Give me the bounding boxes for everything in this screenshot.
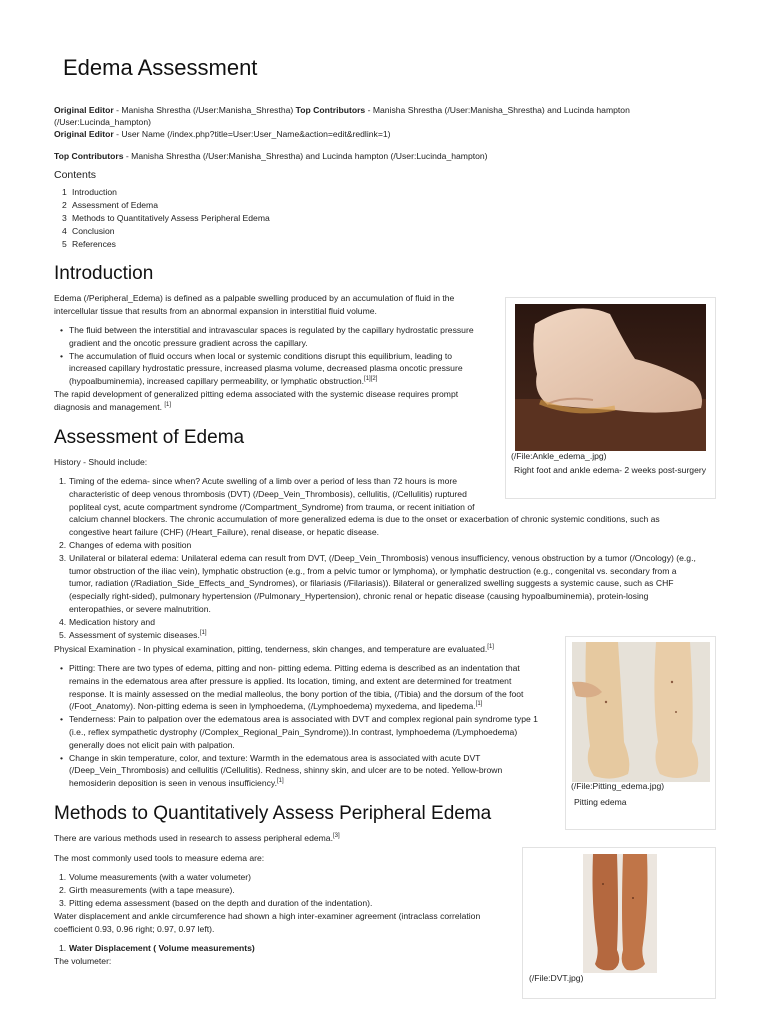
text-line: calcium channel blockers. The chronic accumulation of more generalized edema is due to the onset or exacerbation of chronic systemic conditions, such as <box>69 514 660 525</box>
editor-meta <box>54 104 654 140</box>
text-line: Edema (/Peripheral_Edema) is defined as a palpable swelling produced by an accumulation of fluid in the <box>54 293 455 303</box>
text-line: Medication history and <box>69 616 155 627</box>
text-span: (hypoalbuminemia), increased capillary permeability, or lymphatic obstruction. <box>69 376 365 387</box>
text-line: • The fluid between the interstitial and intravascular spaces is regulated by the capillary hydrostatic pressure <box>69 325 474 335</box>
text-line: response. It is mainly assessed on the medial malleolus, the bony portion of the tibia, (/Tibia) and the dorsum of the foot <box>69 688 524 699</box>
toc-number: 1 <box>62 187 67 197</box>
list-number: 3. <box>59 552 67 563</box>
figure-pitting-edema <box>565 636 716 830</box>
meta-link[interactable]: - Manisha Shrestha (/User:Manisha_Shrestha) and Lucinda hampton (/User:Lucinda_hampton) <box>123 151 488 161</box>
meta-link[interactable]: - Manisha Shrestha (/User:Manisha_Shrestha) <box>113 105 296 115</box>
page-title: Edema Assessment <box>63 55 258 80</box>
text-line: congestive heart failure (CHF) (/Heart_Failure), renal disease, or hepatic disease. <box>69 527 379 538</box>
list-item <box>54 884 372 897</box>
list-item <box>54 475 696 539</box>
list-item <box>54 324 474 350</box>
list-item <box>54 539 696 552</box>
meta-label: Original Editor <box>54 129 114 139</box>
toc-link[interactable]: Conclusion <box>72 226 115 236</box>
meta-label: Original Editor <box>54 105 114 115</box>
text-line: (i.e., reflex sympathetic dystrophy (/Complex_Regional_Pain_Syndrome)).In contrast, lymphoedema (/Lymphoedema) <box>69 726 518 737</box>
history-list <box>54 475 696 641</box>
text-line: remains in the edematous area after pressure is applied. Its location, timing, and extent are determined for treatment <box>69 675 512 686</box>
exam-bullets <box>54 662 538 790</box>
meta-label: Top Contributors <box>54 151 124 161</box>
list-number: 1. <box>59 476 67 486</box>
table-of-contents <box>62 186 270 251</box>
physical-exam-paragraph <box>54 643 494 656</box>
list-number: 1. <box>59 943 67 953</box>
list-number: 1. <box>59 872 67 882</box>
figure-ankle-edema <box>505 297 716 499</box>
figure-caption: Right foot and ankle edema- 2 weeks post-surgery <box>514 465 707 475</box>
intro-bullets <box>54 324 474 388</box>
text-line: Changes of edema with position <box>69 539 192 550</box>
toc-item-methods[interactable] <box>62 212 270 225</box>
contents-heading: Contents <box>54 169 97 181</box>
figure-file-link[interactable]: (/File:Ankle_edema_.jpg) <box>511 451 607 461</box>
methods-paragraph <box>54 832 340 845</box>
meta-link[interactable]: - Manisha Shrestha (/User:Manisha_Shrestha) and Lucinda hampton <box>365 105 630 115</box>
top-contributors <box>54 150 654 162</box>
section-heading-methods: Methods to Quantitatively Assess Peripheral Edema <box>54 803 492 824</box>
text-line: tumor, radiation (/Radiation_Side_Effects_and_Syndromes), or filariasis (/Filariasis)). Bilateral or generalized swelling suggests a systemic cause, such as CHF <box>69 578 674 589</box>
volumeter-label: The volumeter: <box>54 956 112 966</box>
citation[interactable]: [1] <box>487 644 494 651</box>
subsection-title: Water Displacement ( Volume measurements) <box>69 943 255 953</box>
methods-tools-list <box>54 871 372 909</box>
text-span: Assessment of systemic diseases. <box>69 629 200 640</box>
history-label: History - Should include: <box>54 457 148 467</box>
text-line: gradient and the oncotic pressure gradient across the capillary. <box>69 337 308 348</box>
citation[interactable]: [1] <box>276 778 284 785</box>
figure-file-link[interactable]: (/File:Pitting_edema.jpg) <box>571 781 665 791</box>
text-line: • Change in skin temperature, color, and texture: Warmth in the edematous area is associated with acute DVT <box>69 752 481 763</box>
text-line <box>69 375 474 388</box>
list-item <box>54 871 372 884</box>
text-line: • The accumulation of fluid occurs when local or systemic conditions disrupt this equilibrium, leading to <box>69 350 453 361</box>
meta-link[interactable]: - User Name (/index.php?title=User:User_Name&action=edit&redlink=1) <box>113 129 391 139</box>
text-line: The rapid development of generalized pitting edema associated with the systemic disease requires prompt <box>54 389 459 399</box>
methods-paragraph-2: The most commonly used tools to measure edema are: <box>54 853 265 863</box>
pitting-edema-image[interactable] <box>572 642 710 782</box>
text-line <box>69 942 255 955</box>
list-number: 3. <box>59 897 67 908</box>
intro-paragraph-2 <box>54 388 458 414</box>
text-line: Girth measurements (with a tape measure). <box>69 884 235 895</box>
text-line: coefficient 0.93, 0.96 right; 0.97, 0.97 left). <box>54 923 215 934</box>
meta-line-1 <box>54 104 654 116</box>
text-line <box>69 777 538 790</box>
figure-caption: Pitting edema <box>574 797 627 807</box>
text-line: intercellular tissue that results from an abnormal expansion in interstitial fluid volume. <box>54 305 377 316</box>
text-line: Timing of the edema- since when? Acute swelling of a limb over a period of less than 72 hours is more <box>69 476 458 486</box>
toc-item-introduction[interactable] <box>62 186 270 199</box>
meta-line-2[interactable]: (/User:Lucinda_hampton) <box>54 117 151 127</box>
list-item <box>54 752 538 790</box>
figure-dvt <box>522 847 716 999</box>
methods-sub-list <box>54 942 255 955</box>
toc-item-conclusion[interactable] <box>62 225 270 238</box>
list-number: 4. <box>59 616 67 627</box>
section-heading-introduction: Introduction <box>54 263 154 284</box>
meta-label: Top Contributors <box>295 105 366 115</box>
citation[interactable]: [1][2] <box>364 376 378 383</box>
text-span: There are various methods used in research to assess peripheral edema. <box>54 833 333 843</box>
toc-number: 5 <box>62 239 67 249</box>
text-line: Unilateral or bilateral edema: Unilateral edema can result from DVT, (/Deep_Vein_Thrombosis) venous insufficiency, venous obstruction by a tumor (/Oncology) (e.g., <box>69 552 696 563</box>
intro-paragraph <box>54 292 454 318</box>
text-span: diagnosis and management. <box>54 401 165 412</box>
methods-paragraph-3 <box>54 910 480 936</box>
section-heading-assessment: Assessment of Edema <box>54 427 245 448</box>
text-line: characteristic of deep venous thrombosis (DVT) (/Deep_Vein_Thrombosis), cellulitis, (/Cellulitis) ruptured <box>69 488 467 499</box>
toc-link[interactable]: Assessment of Edema <box>72 200 158 210</box>
list-item <box>54 350 474 388</box>
text-line: increased capillary hydrostatic pressure, increased plasma volume, decreased plasma oncotic pressure <box>69 363 463 374</box>
text-span: Physical Examination - In physical examination, pitting, tenderness, skin changes, and temperature are evaluated. <box>54 644 488 654</box>
text-line: • Pitting: There are two types of edema, pitting and non- pitting edema. Pitting edema is described as an indentation that <box>69 663 520 673</box>
list-number: 5. <box>59 629 67 640</box>
citation[interactable]: [1] <box>164 401 172 408</box>
text-line: (especially right-sided), pulmonary hypertension (/Pulmonary_Hypertension), chronic renal or hepatic disease (causing hypoalbuminemia), protein-losing <box>69 591 649 602</box>
toc-link[interactable]: Introduction <box>72 187 117 197</box>
text-line: generally does not elicit pain with palpation. <box>69 739 235 750</box>
text-line <box>69 700 538 713</box>
citation[interactable]: [1] <box>475 701 483 708</box>
toc-number: 3 <box>62 213 67 223</box>
list-item <box>54 897 372 910</box>
figure-file-link[interactable]: (/File:DVT.jpg) <box>529 973 584 983</box>
citation[interactable]: [3] <box>332 833 340 840</box>
list-item <box>54 942 255 955</box>
text-line: • Tenderness: Pain to palpation over the edematous area is associated with DVT and complex regional pain syndrome type 1 <box>69 714 538 725</box>
text-line: tumor obstruction of the iliac vein), lymphatic obstruction (e.g., from a pelvic tumor or lymphoma), or lymphatic destruction (e.g., congenital vs. secondary from a <box>69 565 677 576</box>
text-line: Pitting edema assessment (based on the depth and duration of the indentation). <box>69 897 373 908</box>
text-span: (/Foot_Anatomy). Non-pitting edema is seen in lymphoedema, (/Lymphoedema) myxedema, and lipedema. <box>69 701 476 712</box>
list-item <box>54 552 696 616</box>
toc-item-assessment[interactable] <box>62 199 270 212</box>
text-line: popliteal cyst, acute compartment syndrome (/Compartment_Syndrome) from trauma, or recent initiation of <box>69 501 475 512</box>
text-line: enteropathies, or severe malnutrition. <box>69 603 211 614</box>
text-line: Volume measurements (with a water volumeter) <box>69 872 251 882</box>
list-item <box>54 713 538 751</box>
text-line <box>54 401 458 414</box>
toc-number: 4 <box>62 226 67 236</box>
citation[interactable]: [1] <box>199 629 207 636</box>
list-item <box>54 662 538 713</box>
toc-link[interactable]: References <box>72 239 116 249</box>
text-span: hemosiderin deposition is seen in venous insufficiency. <box>69 778 277 789</box>
list-number: 2. <box>59 884 67 895</box>
dvt-image[interactable] <box>583 854 657 973</box>
text-line: (/Deep_Vein_Thrombosis) and cellulitis (/Cellulitis). Redness, shinny skin, and ulcer are to be noted. Yellow-brown <box>69 765 503 776</box>
toc-link[interactable]: Methods to Quantitatively Assess Peripheral Edema <box>72 213 270 223</box>
list-item <box>54 616 696 629</box>
toc-item-references[interactable] <box>62 238 270 251</box>
text-line: Water displacement and ankle circumference had shown a high inter-examiner agreement (intraclass correlation <box>54 911 481 921</box>
ankle-edema-image[interactable] <box>515 304 706 451</box>
meta-line-3 <box>54 128 654 140</box>
list-number: 2. <box>59 539 67 550</box>
toc-number: 2 <box>62 200 67 210</box>
